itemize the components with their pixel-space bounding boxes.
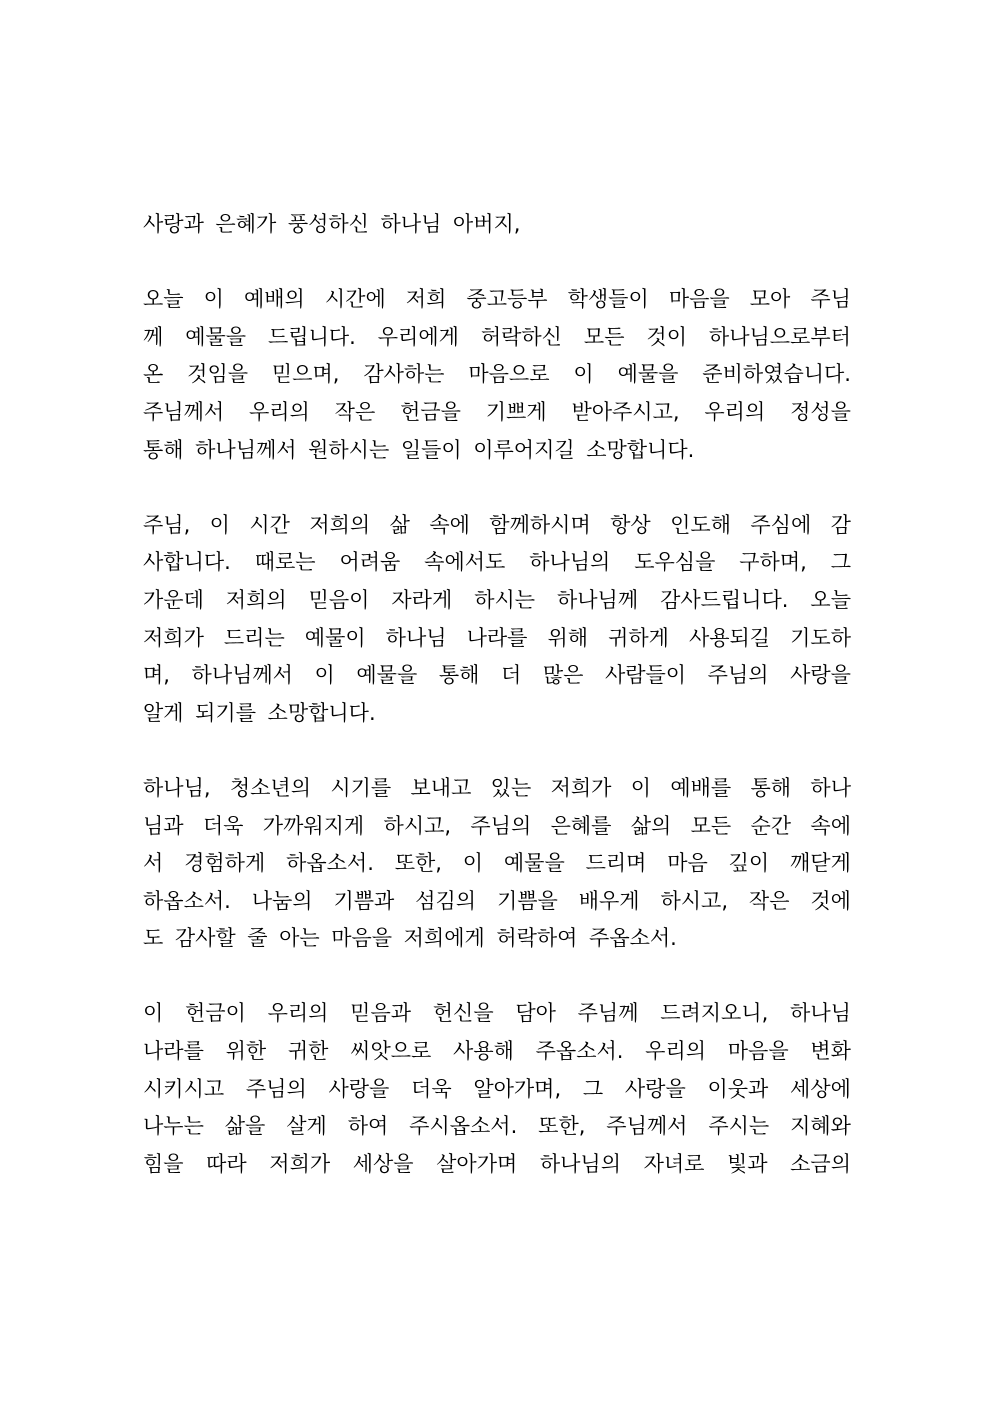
word: 예물이 [304, 625, 366, 650]
word: 변화 [810, 1039, 851, 1064]
word: 저희에게 [403, 926, 485, 951]
word: 줄 [247, 926, 268, 951]
paragraph-gap [143, 958, 851, 996]
word: 믿음과 [350, 1001, 412, 1026]
word: 시기를 [330, 775, 392, 800]
paragraph-offering [143, 281, 851, 469]
word: 순간 [750, 813, 792, 838]
word: 주님 [810, 287, 851, 312]
text-line [143, 356, 851, 394]
text-line [143, 770, 851, 808]
word: 그 [830, 550, 851, 575]
word: 것에 [810, 888, 851, 913]
text-line [143, 620, 851, 658]
word: 깨닫게 [790, 851, 851, 876]
word: 그 [582, 1076, 604, 1101]
paragraph-thanks [143, 507, 851, 733]
word: 예물을 [356, 663, 418, 688]
word: 통해 [143, 437, 184, 462]
word: 시간에 [324, 287, 386, 312]
text-line [143, 883, 851, 921]
word: 것이 [646, 324, 687, 349]
text-line [143, 319, 851, 357]
word: 사랑을 [624, 1076, 686, 1101]
word: 모든 [583, 324, 625, 349]
word: 도 [143, 926, 164, 951]
word: 이 [630, 775, 652, 800]
text-line [143, 544, 851, 582]
word: 하나님 [380, 212, 442, 236]
word: 섬김의 [415, 888, 477, 913]
word: 세상에 [790, 1076, 851, 1101]
text-line [143, 657, 851, 695]
word: 은혜를 [550, 813, 612, 838]
word: 하여 [347, 1114, 389, 1139]
word: 위한 [225, 1039, 267, 1064]
word: 더욱 [202, 813, 244, 838]
word: 어려움 [339, 550, 401, 575]
word: 감사하는 [363, 362, 445, 387]
word: 청소년의 [229, 775, 312, 800]
word: 기쁨과 [333, 888, 395, 913]
word: 헌금이 [185, 1001, 246, 1026]
word: 며, [143, 663, 170, 688]
text-line [143, 695, 851, 733]
word: 주옵소서. [589, 926, 677, 951]
word: 살아가며 [436, 1151, 518, 1176]
word: 통해 [750, 775, 792, 800]
word: 님과 [143, 813, 184, 838]
word: 위해 [547, 625, 589, 650]
word: 예물을 [617, 362, 679, 387]
paragraph-youth [143, 770, 851, 958]
word: 예물을 [185, 324, 247, 349]
word: 정성을 [790, 399, 851, 424]
word: 이루어지길 [473, 437, 575, 462]
word: 헌신을 [432, 1001, 494, 1026]
text-line [143, 1108, 851, 1146]
word: 보내고 [410, 775, 472, 800]
paragraph-gap [143, 244, 851, 282]
word: 또한, [394, 851, 442, 876]
word: 자라게 [391, 587, 453, 612]
word: 믿으며, [271, 362, 340, 387]
word: 사람들이 [604, 663, 687, 688]
word: 이 [209, 512, 230, 537]
word: 기쁘게 [485, 399, 547, 424]
word: 기쁨을 [496, 888, 558, 913]
word: 감사할 [174, 926, 236, 951]
word: 나누는 [143, 1114, 204, 1139]
word: 일들이 [400, 437, 462, 462]
word: 사합니다. [143, 550, 231, 575]
word: 속에 [429, 512, 470, 537]
word: 마음을 [331, 926, 393, 951]
word: 이 [203, 287, 224, 312]
text-line [143, 394, 851, 432]
word: 사용해 [453, 1039, 514, 1064]
word: 때로는 [254, 550, 316, 575]
word: 하나님의 [529, 550, 611, 575]
word: 우리의 [267, 1001, 329, 1026]
word: 삶을 [224, 1114, 266, 1139]
word: 감사드립니다. [660, 587, 789, 612]
text-line [143, 845, 851, 883]
word: 하나님께서 [191, 663, 293, 688]
word: 아버지, [452, 212, 521, 236]
word: 오늘 [143, 287, 184, 312]
word: 인도해 [670, 512, 731, 537]
word: 도우심을 [634, 550, 716, 575]
word: 가운데 [143, 587, 204, 612]
word: 예배를 [670, 775, 732, 800]
word: 하나님의 [539, 1151, 621, 1176]
word: 따라 [206, 1151, 247, 1176]
word: 하나님께서 [195, 437, 297, 462]
word: 하옵소서. [286, 851, 374, 876]
word: 담아 [515, 1001, 556, 1026]
word: 되기를 [195, 700, 256, 725]
word: 삶 [389, 512, 410, 537]
word: 이웃과 [707, 1076, 769, 1101]
word: 지혜와 [790, 1114, 851, 1139]
word: 하나님으로부터 [708, 324, 851, 349]
paragraph-gap [143, 469, 851, 507]
text-line [143, 432, 851, 470]
word: 주시옵소서. [409, 1114, 518, 1139]
word: 시키시고 [143, 1076, 225, 1101]
text-line [143, 920, 851, 958]
word: 것임을 [187, 362, 249, 387]
word: 자녀로 [643, 1151, 705, 1176]
word: 주님께서 [143, 399, 225, 424]
word: 우리에게 [377, 324, 459, 349]
word: 또한, [538, 1114, 586, 1139]
word: 주심에 [750, 512, 812, 537]
word: 귀하게 [608, 625, 669, 650]
word: 은혜가 [215, 212, 277, 236]
word: 마음을 [668, 287, 730, 312]
word: 작은 [334, 399, 376, 424]
word: 하옵소서. [143, 888, 231, 913]
word: 하시고, [383, 813, 452, 838]
word: 께 [143, 324, 164, 349]
word: 주님, [143, 512, 191, 537]
text-line [143, 281, 851, 319]
word: 하나님께 [556, 587, 639, 612]
word: 하나님, [143, 775, 211, 800]
word: 서 [143, 851, 164, 876]
word: 주님께서 [606, 1114, 688, 1139]
word: 나눔의 [251, 888, 313, 913]
word: 주님께 [577, 1001, 639, 1026]
word: 주님의 [470, 813, 532, 838]
paragraph-greeting [143, 206, 851, 244]
word: 모든 [690, 813, 732, 838]
word: 풍성하신 [287, 212, 369, 236]
word: 소망합니다. [267, 700, 376, 725]
word: 작은 [748, 888, 790, 913]
word: 저희의 [309, 512, 371, 537]
word: 마음을 [727, 1039, 789, 1064]
word: 온 [143, 362, 164, 387]
word: 예배의 [243, 287, 305, 312]
word: 빛과 [726, 1151, 768, 1176]
word: 우리의 [645, 1039, 707, 1064]
word: 깊이 [728, 851, 770, 876]
word: 모아 [749, 287, 791, 312]
word: 중고등부 [466, 287, 548, 312]
word: 하시는 [474, 587, 536, 612]
word: 주시는 [708, 1114, 770, 1139]
word: 저희 [405, 287, 447, 312]
word: 마음 [667, 851, 708, 876]
word: 이 [462, 851, 484, 876]
word: 통해 [438, 663, 480, 688]
word: 씨앗으로 [350, 1039, 432, 1064]
word: 하나님 [790, 1001, 851, 1026]
word: 이 [143, 1001, 164, 1026]
word: 믿음이 [308, 587, 370, 612]
word: 배우게 [578, 888, 640, 913]
word: 드립니다. [268, 324, 356, 349]
word: 받아주시고, [571, 399, 680, 424]
word: 주님의 [707, 663, 769, 688]
word: 드리는 [223, 625, 285, 650]
paragraph-gap [143, 732, 851, 770]
word: 세상을 [352, 1151, 414, 1176]
word: 속에 [810, 813, 851, 838]
word: 사랑을 [790, 663, 851, 688]
word: 하나님 [385, 625, 447, 650]
word: 사랑과 [143, 212, 204, 236]
word: 나라를 [143, 1039, 204, 1064]
word: 구하며, [739, 550, 807, 575]
word: 귀한 [287, 1039, 329, 1064]
word: 허락하신 [480, 324, 562, 349]
word: 항상 [610, 512, 651, 537]
word: 주님의 [245, 1076, 307, 1101]
word: 함께하시며 [489, 512, 591, 537]
text-line [143, 808, 851, 846]
word: 우리의 [248, 399, 310, 424]
word: 저희가 [143, 625, 204, 650]
text-line [143, 206, 851, 244]
word: 저희가 [269, 1151, 331, 1176]
word: 드려지오니, [660, 1001, 769, 1026]
word: 원하시는 [308, 437, 390, 462]
word: 저희가 [550, 775, 612, 800]
word: 힘을 [143, 1151, 184, 1176]
word: 우리의 [704, 399, 766, 424]
word: 준비하였습니다. [702, 362, 851, 387]
word: 알게 [143, 700, 184, 725]
word: 아는 [279, 926, 320, 951]
word: 삶의 [630, 813, 672, 838]
word: 소망합니다. [586, 437, 695, 462]
word: 알아가며, [473, 1076, 562, 1101]
word: 더욱 [411, 1076, 452, 1101]
word: 드리며 [585, 851, 647, 876]
word: 사랑을 [328, 1076, 390, 1101]
word: 나라를 [466, 625, 528, 650]
text-line [143, 507, 851, 545]
prayer-text [143, 206, 851, 1183]
word: 헌금을 [400, 399, 461, 424]
word: 소금의 [790, 1151, 851, 1176]
word: 이 [573, 362, 594, 387]
word: 허락하여 [496, 926, 578, 951]
word: 경험하게 [184, 851, 266, 876]
word: 기도하 [790, 625, 851, 650]
word: 속에서도 [424, 550, 506, 575]
word: 사용되길 [688, 625, 771, 650]
paragraph-dedication [143, 995, 851, 1183]
word: 저희의 [225, 587, 287, 612]
word: 가까워지게 [262, 813, 365, 838]
text-line [143, 1146, 851, 1184]
word: 오늘 [810, 587, 851, 612]
word: 이 [314, 663, 335, 688]
word: 하나 [810, 775, 851, 800]
word: 많은 [542, 663, 584, 688]
word: 살게 [286, 1114, 327, 1139]
text-line [143, 1071, 851, 1109]
text-line [143, 995, 851, 1033]
word: 더 [500, 663, 522, 688]
word: 있는 [490, 775, 532, 800]
text-line [143, 1033, 851, 1071]
word: 시간 [249, 512, 290, 537]
text-line [143, 582, 851, 620]
word: 학생들이 [567, 287, 649, 312]
word: 감 [830, 512, 851, 537]
word: 마음으로 [468, 362, 550, 387]
word: 예물을 [503, 851, 565, 876]
word: 하시고, [660, 888, 729, 913]
word: 주옵소서. [535, 1039, 624, 1064]
